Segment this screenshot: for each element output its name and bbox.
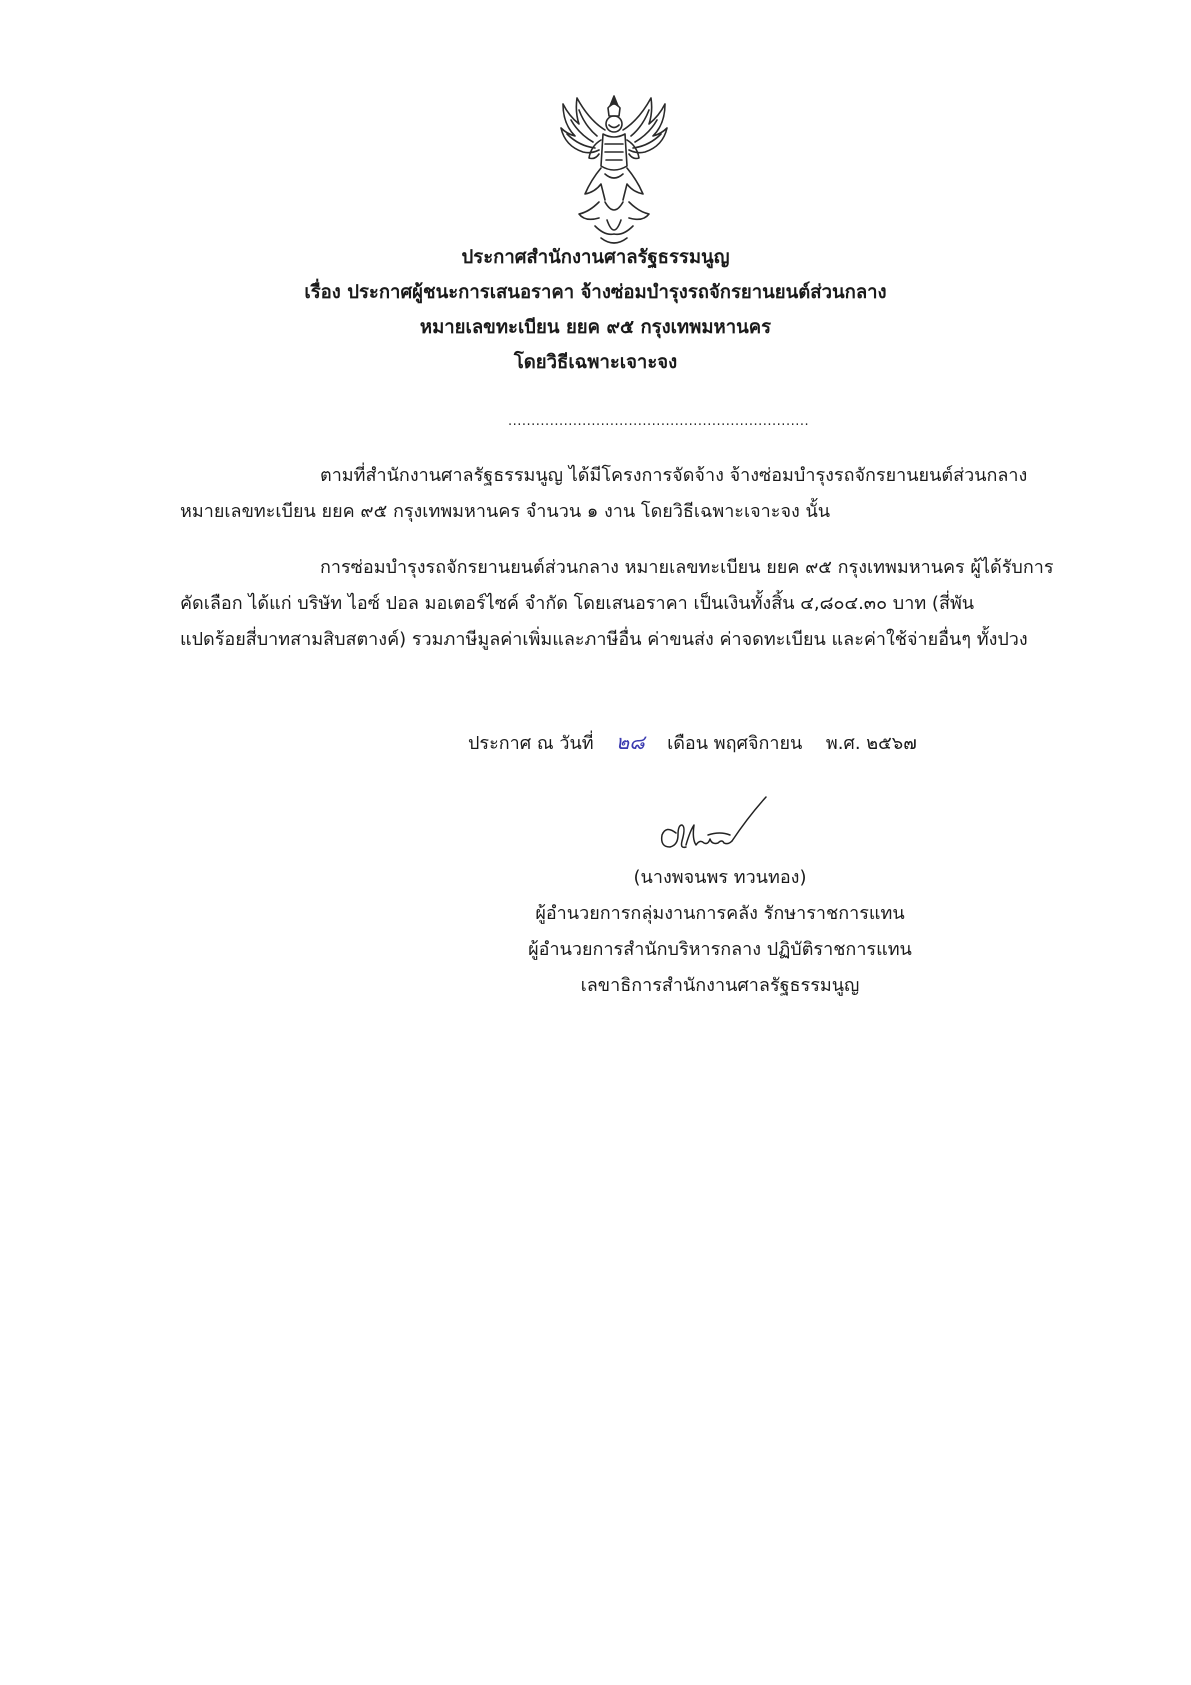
garuda-emblem-icon	[555, 90, 673, 250]
announcement-method: โดยวิธีเฉพาะเจาะจง	[513, 352, 678, 373]
paragraph-line: คัดเลือก ได้แก่ บริษัท ไอซ์ ปอล มอเตอร์ไซค์ จำกัด โดยเสนอราคา เป็นเงินทั้งสิ้น ๔,๘๐๔.๓๐ บาท (สี่พัน	[180, 593, 975, 614]
signer-position-2: ผู้อำนวยการสำนักบริหารกลาง ปฏิบัติราชการแทน	[528, 939, 912, 960]
announcement-date	[468, 724, 917, 762]
paragraph-line: ตามที่สำนักงานศาลรัฐธรรมนูญ ได้มีโครงการจัดจ้าง จ้างซ่อมบำรุงรถจักรยานยนต์ส่วนกลาง	[320, 465, 1028, 486]
paragraph-line: การซ่อมบำรุงรถจักรยานยนต์ส่วนกลาง หมายเลขทะเบียน ยยค ๙๕ กรุงเทพมหานคร ผู้ได้รับการ	[320, 557, 1054, 578]
signer-block	[420, 860, 1020, 1004]
announcement-registration: หมายเลขทะเบียน ยยค ๙๕ กรุงเทพมหานคร	[419, 317, 772, 338]
heading-separator: .................................................................	[508, 414, 810, 429]
paragraph-winner	[180, 550, 1100, 658]
date-month: เดือน พฤศจิกายน	[667, 733, 803, 754]
announcement-subject: เรื่อง ประกาศผู้ชนะการเสนอราคา จ้างซ่อมบำรุงรถจักรยานยนต์ส่วนกลาง	[304, 282, 887, 303]
handwritten-signature	[648, 795, 778, 865]
signer-position-3: เลขาธิการสำนักงานศาลรัฐธรรมนูญ	[580, 975, 860, 996]
paragraph-line: หมายเลขทะเบียน ยยค ๙๕ กรุงเทพมหานคร จำนวน ๑ งาน โดยวิธีเฉพาะเจาะจง นั้น	[180, 501, 831, 522]
date-day-handwritten: ๒๘	[616, 730, 645, 754]
announcement-heading	[0, 240, 1191, 380]
announcement-title: ประกาศสำนักงานศาลรัฐธรรมนูญ	[461, 247, 730, 268]
signer-position-1: ผู้อำนวยการกลุ่มงานการคลัง รักษาราชการแทน	[535, 903, 905, 924]
date-prefix: ประกาศ ณ วันที่	[468, 733, 594, 754]
paragraph-project	[180, 458, 1100, 530]
signer-name: (นางพจนพร ทวนทอง)	[633, 867, 807, 888]
paragraph-line: แปดร้อยสี่บาทสามสิบสตางค์) รวมภาษีมูลค่าเพิ่มและภาษีอื่น ค่าขนส่ง ค่าจดทะเบียน และค่าใช้จ่ายอื่นๆ ทั้งปวง	[180, 629, 1028, 650]
date-year: พ.ศ. ๒๕๖๗	[825, 733, 917, 754]
